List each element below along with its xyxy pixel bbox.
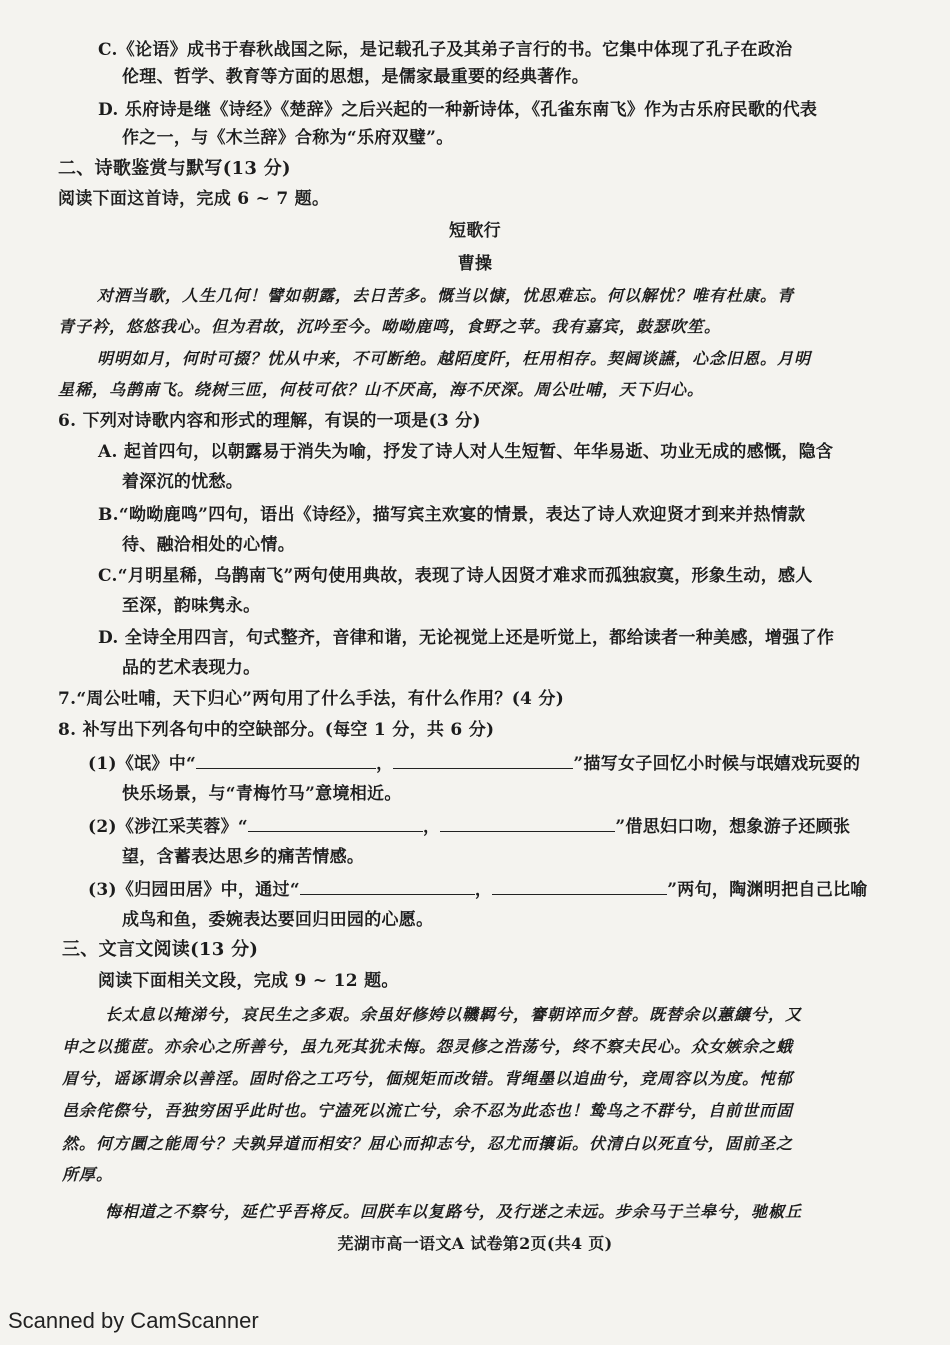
q8-item-2: (2)《涉江采芙蓉》“ ， ”借思妇口吻，想象游子还顾张 [88,817,851,837]
option-d-line-2: 作之一，与《木兰辞》合称为“乐府双璧”。 [122,128,454,148]
page-footer: 芜湖市高一语文A 试卷第2页(共4 页) [337,1234,613,1253]
poem-line-2: 青子衿，悠悠我心。但为君故，沉吟至今。呦呦鹿鸣，食野之苹。我有嘉宾，鼓瑟吹笙。 [58,317,722,336]
classical-text-line-3: 眉兮，谣诼谓余以善淫。固时俗之工巧兮，偭规矩而改错。背绳墨以追曲兮，竞周容以为度。忳郁 [62,1069,794,1088]
q8-item-3-continuation: 成鸟和鱼，委婉表达要回归田园的心愿。 [122,910,434,930]
q8-item-1: (1)《氓》中“ ， ”描写女子回忆小时候与氓嬉戏玩耍的 [88,754,861,774]
option-c-line-1: C.《论语》成书于春秋战国之际，是记载孔子及其弟子言行的书。它集中体现了孔子在政治 [98,40,793,60]
q8-item-1-blank-a[interactable] [196,752,376,769]
scanner-watermark: Scanned by CamScanner [8,1308,259,1333]
q8-item-1-continuation: 快乐场景，与“青梅竹马”意境相近。 [122,784,402,804]
section-3-instructions: 阅读下面相关文段，完成 9 ~ 12 题。 [98,971,399,991]
classical-text-line-4: 邑余侘傺兮，吾独穷困乎此时也。宁溘死以流亡兮，余不忍为此态也！鸷鸟之不群兮，自前世而固 [62,1101,794,1120]
q6-option-d-line-1: D. 全诗全用四言，句式整齐，音律和谐，无论视觉上还是听觉上，都给读者一种美感，增强了作 [98,628,835,648]
q8-item-2-prefix: (2)《涉江采芙蓉》“ [88,817,248,837]
section-3-title: 三、文言文阅读(13 分) [62,939,259,960]
section-2-title: 二、诗歌鉴赏与默写(13 分) [58,158,291,179]
poem-title: 短歌行 [449,221,501,241]
classical-text-line-1: 长太息以掩涕兮，哀民生之多艰。余虽好修姱以鞿羁兮，謇朝谇而夕替。既替余以蕙纕兮，又 [105,1005,803,1024]
classical-text-line-2: 申之以揽茝。亦余心之所善兮，虽九死其犹未悔。怨灵修之浩荡兮，终不察夫民心。众女嫉余之蛾 [62,1037,794,1056]
poem-line-1: 对酒当歌，人生几何！譬如朝露，去日苦多。慨当以慷，忧思难忘。何以解忧？唯有杜康。青 [97,286,795,305]
q8-item-2-blank-b[interactable] [440,815,615,832]
q8-item-1-suffix: ”描写女子回忆小时候与氓嬉戏玩耍的 [573,754,861,774]
poem-line-4: 星稀，乌鹊南飞。绕树三匝，何枝可依？山不厌高，海不厌深。周公吐哺，天下归心。 [58,380,705,399]
q8-item-3-blank-b[interactable] [492,878,667,895]
q8-item-3-suffix: ”两句，陶渊明把自己比喻 [667,880,868,900]
section-2-instructions: 阅读下面这首诗，完成 6 ~ 7 题。 [58,189,330,209]
q6-option-b-line-1: B.“呦呦鹿鸣”四句，语出《诗经》，描写宾主欢宴的情景，表达了诗人欢迎贤才到来并热情款 [98,505,806,525]
q6-option-d-line-2: 品的艺术表现力。 [122,658,261,678]
q8-item-2-continuation: 望，含蓄表达思乡的痛苦情感。 [122,847,365,867]
question-8: 8. 补写出下列各句中的空缺部分。(每空 1 分，共 6 分) [58,720,495,740]
q8-item-3-prefix: (3)《归园田居》中，通过“ [88,880,300,900]
q6-option-c-line-1: C.“月明星稀，乌鹊南飞”两句使用典故，表现了诗人因贤才难求而孤独寂寞，形象生动，感人 [98,566,813,586]
option-d-line-1: D. 乐府诗是继《诗经》《楚辞》之后兴起的一种新诗体，《孔雀东南飞》作为古乐府民歌的代表 [98,100,818,120]
option-c-line-2: 伦理、哲学、教育等方面的思想，是儒家最重要的经典著作。 [122,67,590,87]
q8-item-2-blank-a[interactable] [248,815,423,832]
q6-option-a-line-1: A. 起首四句，以朝露易于消失为喻，抒发了诗人对人生短暂、年华易逝、功业无成的感慨，隐含 [98,442,834,462]
q6-option-b-line-2: 待、融洽相处的心情。 [122,535,295,555]
poem-line-3: 明明如月，何时可掇？忧从中来，不可断绝。越陌度阡，枉用相存。契阔谈讌，心念旧恩。月明 [97,349,812,368]
poem-author: 曹操 [457,254,493,274]
q6-option-a-line-2: 着深沉的忧愁。 [122,472,244,492]
q8-item-1-prefix: (1)《氓》中“ [88,754,197,774]
q8-item-1-blank-b[interactable] [393,752,573,769]
q8-item-3: (3)《归园田居》中，通过“ ， ”两句，陶渊明把自己比喻 [88,880,868,900]
classical-text-line-5: 然。何方圜之能周兮？夫孰异道而相安？屈心而抑志兮，忍尤而攘诟。伏清白以死直兮，固前圣之 [62,1134,794,1153]
classical-text-line-7: 悔相道之不察兮，延伫乎吾将反。回朕车以复路兮，及行迷之未远。步余马于兰皋兮，驰椒丘 [105,1202,803,1221]
q6-option-c-line-2: 至深，韵味隽永。 [122,596,261,616]
q8-item-3-blank-a[interactable] [300,878,475,895]
q8-item-2-suffix: ”借思妇口吻，想象游子还顾张 [615,817,851,837]
question-7: 7.“周公吐哺，天下归心”两句用了什么手法，有什么作用？(4 分) [58,689,565,709]
question-6: 6. 下列对诗歌内容和形式的理解，有误的一项是(3 分) [58,411,481,431]
classical-text-line-6: 所厚。 [62,1165,114,1184]
